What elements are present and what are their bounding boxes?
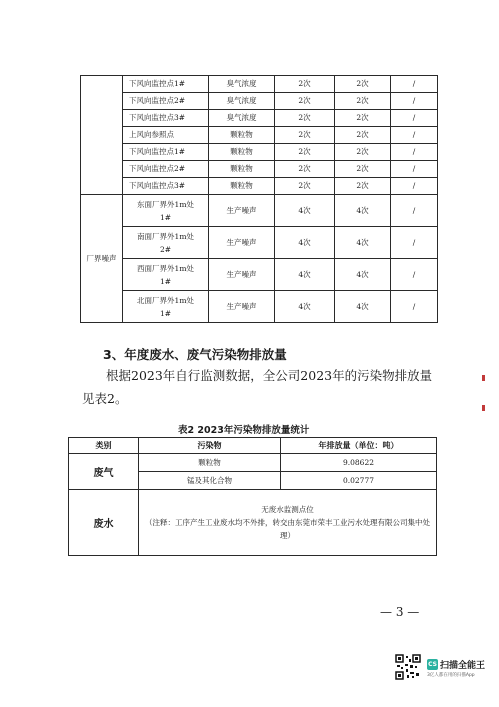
red-ink-mark	[482, 405, 485, 411]
watermark-title: 扫描全能王	[440, 661, 486, 671]
pollutant-cell: 锰及其化合物	[139, 472, 281, 490]
red-ink-mark	[482, 375, 485, 381]
monitoring-point-cell: 下风向监控点2#	[123, 161, 209, 178]
monitoring-item-cell: 生产噪声	[209, 227, 275, 259]
monitoring-item-cell: 颗粒物	[209, 127, 275, 144]
monitoring-item-cell: 臭气浓度	[209, 76, 275, 93]
monitoring-item-cell: 生产噪声	[209, 195, 275, 227]
table-row	[81, 161, 438, 178]
frequency-cell: 4次	[275, 259, 335, 291]
point-line2: 2#	[159, 244, 172, 254]
monitoring-point-cell	[123, 195, 209, 227]
frequency-cell: 2次	[335, 110, 391, 127]
table-row	[81, 291, 438, 323]
table-row	[81, 93, 438, 110]
monitoring-item-cell: 颗粒物	[209, 161, 275, 178]
monitoring-point-cell: 上风向参照点	[123, 127, 209, 144]
category-cell-empty	[81, 76, 123, 195]
amount-cell: 9.08622	[281, 454, 437, 472]
monitoring-item-cell: 颗粒物	[209, 144, 275, 161]
remark-cell: /	[391, 259, 438, 291]
frequency-cell: 2次	[335, 144, 391, 161]
table-row	[69, 490, 437, 556]
amount-cell: 0.02777	[281, 472, 437, 490]
qr-code-icon	[395, 654, 421, 680]
table-row	[81, 76, 438, 93]
table-row	[81, 227, 438, 259]
frequency-cell: 4次	[275, 291, 335, 323]
point-line2: 1#	[159, 276, 172, 286]
table-caption: 表2 2023年污染物排放量统计	[178, 425, 310, 436]
section-heading: 3、年度废水、废气污染物排放量	[103, 347, 287, 362]
remark-cell: /	[391, 144, 438, 161]
remark-cell: /	[391, 93, 438, 110]
frequency-cell: 2次	[275, 144, 335, 161]
point-line1: 西面厂界外1m处	[137, 263, 194, 273]
remark-cell: /	[391, 291, 438, 323]
table-row	[81, 259, 438, 291]
remark-cell: /	[391, 227, 438, 259]
water-note-line1: 无废水监测点位	[261, 505, 314, 514]
monitoring-point-cell: 下风向监控点2#	[123, 93, 209, 110]
monitoring-item-cell: 生产噪声	[209, 291, 275, 323]
frequency-cell: 2次	[335, 93, 391, 110]
point-line1: 东面厂界外1m处	[137, 199, 194, 209]
frequency-cell: 2次	[275, 161, 335, 178]
monitoring-item-cell: 颗粒物	[209, 178, 275, 195]
frequency-cell: 2次	[335, 76, 391, 93]
frequency-cell: 4次	[335, 227, 391, 259]
monitoring-point-cell: 下风向监控点3#	[123, 110, 209, 127]
monitoring-frequency-table	[80, 75, 438, 323]
body-paragraph: 根据2023年自行监测数据，全公司2023年的污染物排放量见表2。	[82, 368, 433, 406]
table-row	[69, 454, 437, 472]
pollutant-cell: 颗粒物	[139, 454, 281, 472]
frequency-cell: 2次	[275, 76, 335, 93]
header-amount: 年排放量（单位：吨）	[281, 438, 437, 454]
frequency-cell: 2次	[335, 127, 391, 144]
frequency-cell: 2次	[335, 161, 391, 178]
table-row	[81, 178, 438, 195]
table-row	[81, 110, 438, 127]
category-gas: 废气	[69, 454, 139, 490]
page-number: — 3 —	[380, 605, 420, 619]
frequency-cell: 4次	[275, 227, 335, 259]
frequency-cell: 2次	[275, 178, 335, 195]
point-line2: 1#	[159, 212, 172, 222]
monitoring-point-cell: 下风向监控点1#	[123, 76, 209, 93]
frequency-cell: 2次	[275, 110, 335, 127]
header-pollutant: 污染物	[139, 438, 281, 454]
monitoring-item-cell: 臭气浓度	[209, 110, 275, 127]
remark-cell: /	[391, 76, 438, 93]
frequency-cell: 4次	[335, 195, 391, 227]
frequency-cell: 2次	[335, 178, 391, 195]
header-category: 类别	[69, 438, 139, 454]
remark-cell: /	[391, 161, 438, 178]
monitoring-item-cell: 生产噪声	[209, 259, 275, 291]
water-note-line2: （注释：工序产生工业废水均不外排，转交由东莞市荣丰工业污水处理有限公司集中处理）	[145, 518, 430, 540]
camscanner-logo-icon: CS	[428, 661, 437, 668]
frequency-cell: 4次	[335, 291, 391, 323]
monitoring-item-cell: 臭气浓度	[209, 93, 275, 110]
table-row	[81, 127, 438, 144]
monitoring-point-cell: 下风向监控点1#	[123, 144, 209, 161]
monitoring-point-cell	[123, 259, 209, 291]
watermark-subtitle: 3亿人都在用的扫描App	[427, 673, 475, 678]
table-row	[81, 144, 438, 161]
frequency-cell: 2次	[275, 127, 335, 144]
monitoring-point-cell: 下风向监控点3#	[123, 178, 209, 195]
point-line1: 北面厂界外1m处	[137, 295, 194, 305]
point-line1: 南面厂界外1m处	[137, 231, 194, 241]
remark-cell: /	[391, 127, 438, 144]
remark-cell: /	[391, 195, 438, 227]
emissions-header-row	[69, 438, 437, 454]
table-row	[81, 195, 438, 227]
monitoring-point-cell	[123, 291, 209, 323]
remark-cell: /	[391, 178, 438, 195]
frequency-cell: 4次	[335, 259, 391, 291]
monitoring-point-cell	[123, 227, 209, 259]
frequency-cell: 2次	[275, 93, 335, 110]
water-note-cell	[139, 490, 437, 556]
point-line2: 1#	[159, 308, 172, 318]
frequency-cell: 4次	[275, 195, 335, 227]
category-water: 废水	[69, 490, 139, 556]
remark-cell: /	[391, 110, 438, 127]
emissions-table	[68, 437, 437, 556]
category-noise-cell: 厂界噪声	[81, 195, 123, 323]
